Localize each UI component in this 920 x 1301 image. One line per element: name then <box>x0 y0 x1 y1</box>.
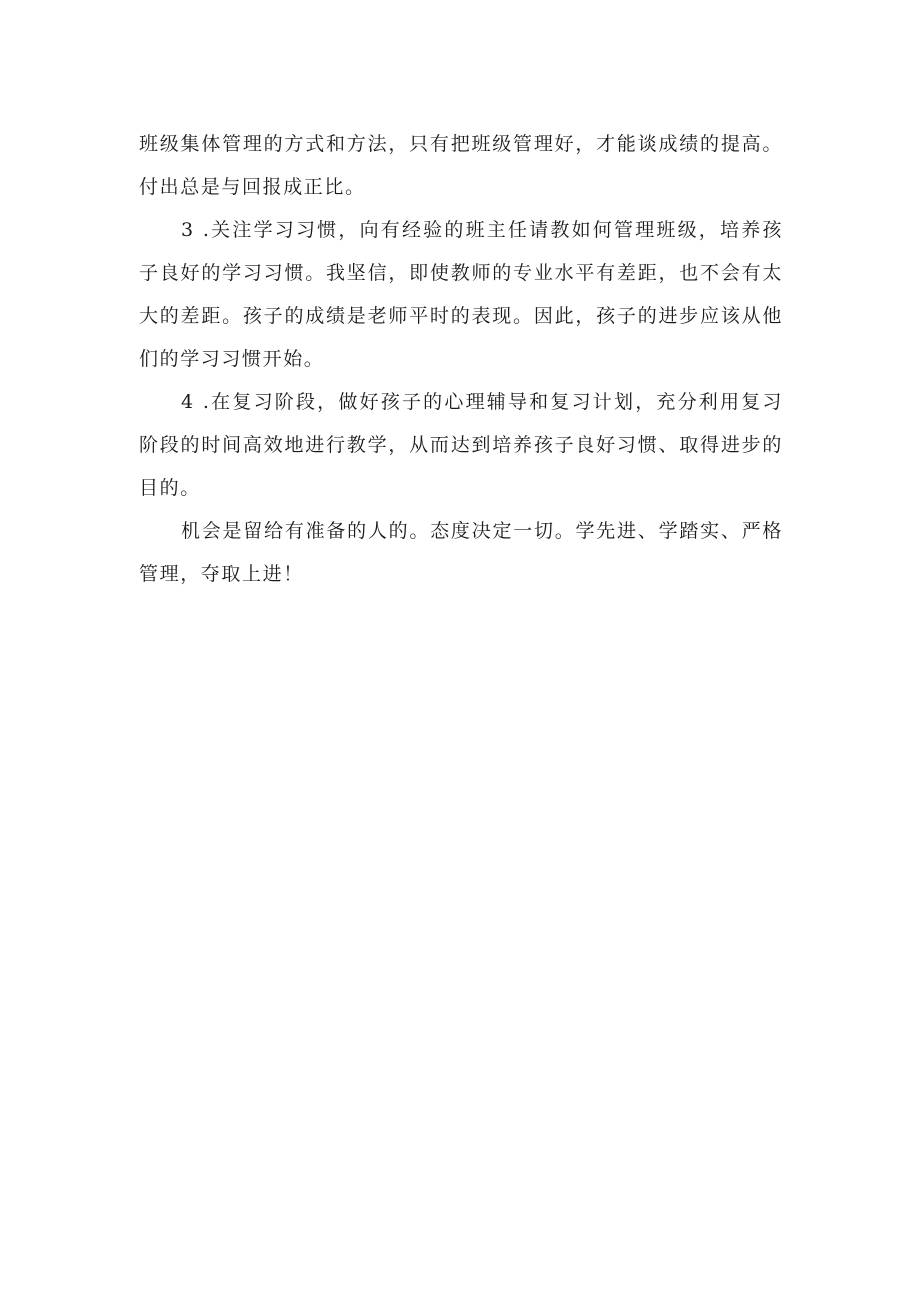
paragraph-continuation: 班级集体管理的方式和方法，只有把班级管理好，才能谈成绩的提高。付出总是与回报成正比。 <box>139 133 783 198</box>
document-body <box>139 123 783 596</box>
paragraph-item-4: 4 .在复习阶段，做好孩子的心理辅导和复习计划，充分利用复习阶段的时间高效地进行教学，从而达到培养孩子良好习惯、取得进步的目的。 <box>139 391 783 499</box>
paragraph-item-3: 3 .关注学习习惯，向有经验的班主任请教如何管理班级，培养孩子良好的学习习惯。我坚信，即使教师的专业水平有差距，也不会有太大的差距。孩子的成绩是老师平时的表现。因此，孩子的进步应该从他们的学习习惯开始。 <box>139 219 783 370</box>
paragraph-closing: 机会是留给有准备的人的。态度决定一切。学先进、学踏实、严格管理，夺取上进！ <box>139 520 783 585</box>
